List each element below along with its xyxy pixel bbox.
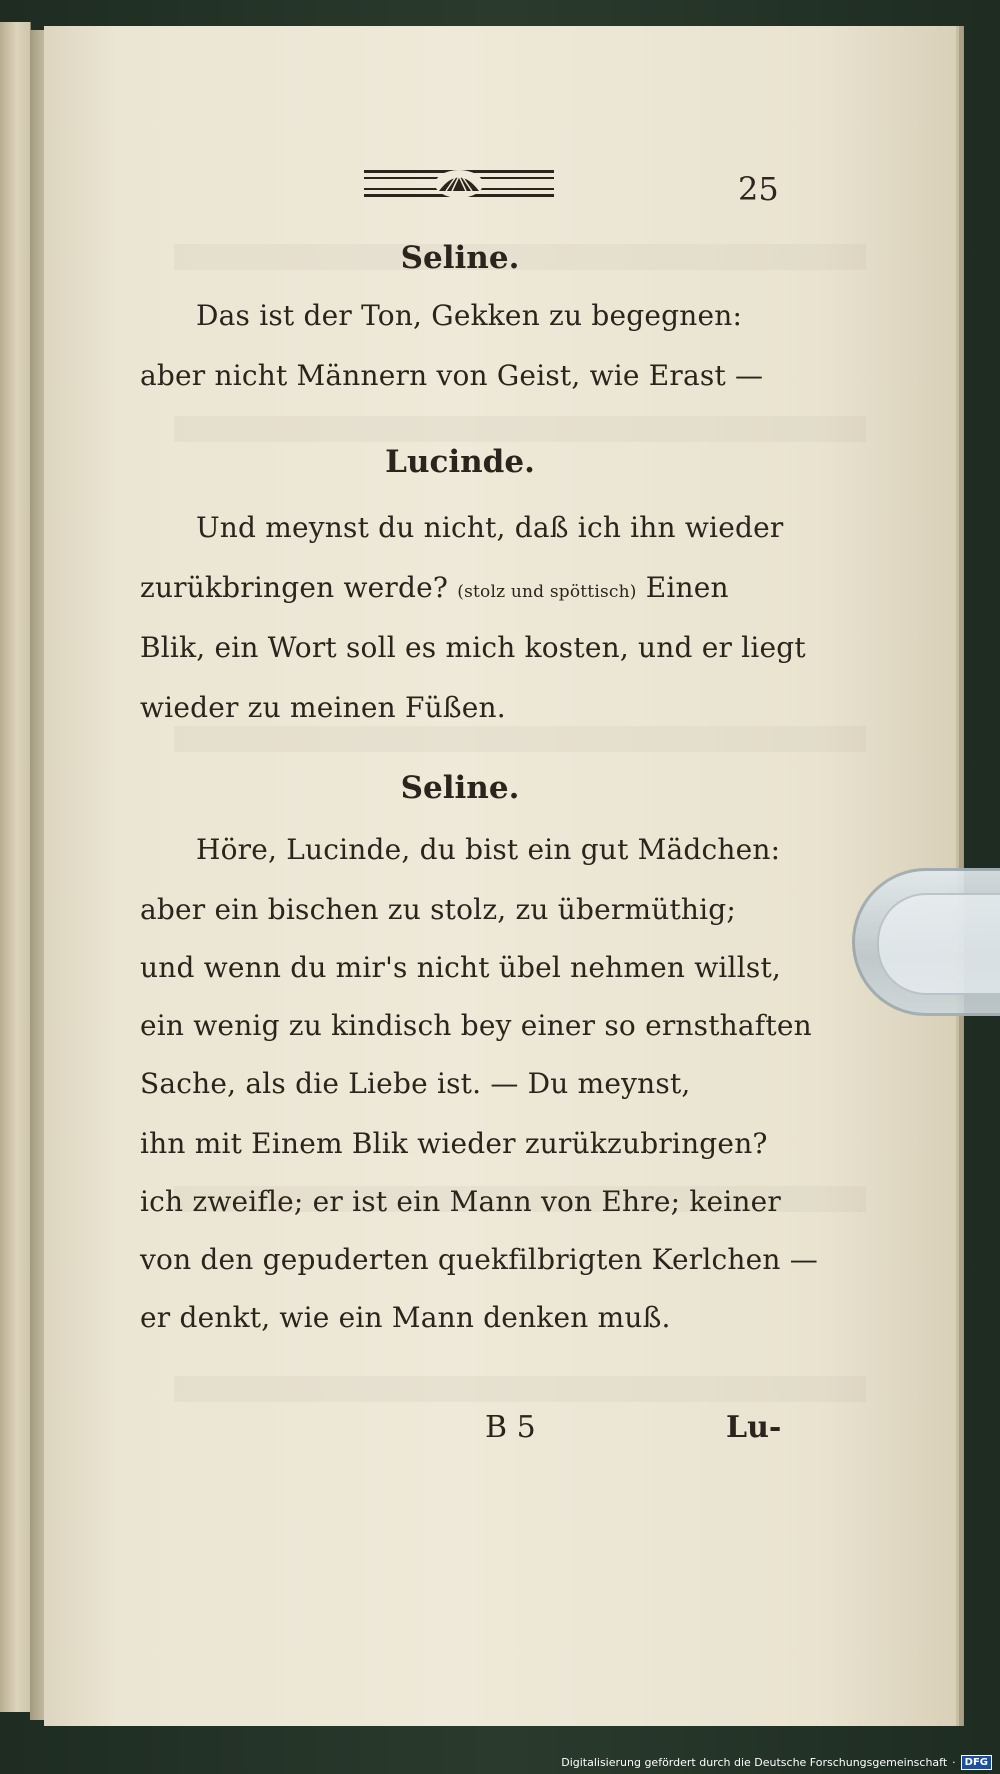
text-line: ein wenig zu kindisch bey einer so ernsthaften <box>140 1009 812 1042</box>
text-line: Das ist der Ton, Gekken zu begegnen: <box>196 299 743 332</box>
credit-text: Digitalisierung gefördert durch die Deutsche Forschungsgemeinschaft <box>561 1756 948 1769</box>
stage-direction: (stolz und spöttisch) <box>457 582 637 602</box>
speaker-name: Lucinde. <box>385 444 535 480</box>
show-through <box>174 416 866 442</box>
digitization-credit: Digitalisierung gefördert durch die Deutsche Forschungsgemeinschaft · DFG <box>561 1755 992 1770</box>
page-clip <box>852 868 1000 1016</box>
text-line: wieder zu meinen Füßen. <box>140 691 506 724</box>
text-line: aber ein bischen zu stolz, zu übermüthig; <box>140 893 737 926</box>
text-line: von den gepuderten quekfilbrigten Kerlchen — <box>140 1243 818 1276</box>
text-line: er denkt, wie ein Mann denken muß. <box>140 1301 671 1334</box>
text-line: Blik, ein Wort soll es mich kosten, und er liegt <box>140 631 806 664</box>
text-line: und wenn du mir's nicht übel nehmen willst, <box>140 951 781 984</box>
text-line: aber nicht Männern von Geist, wie Erast — <box>140 359 764 392</box>
page-number: 25 <box>738 170 779 208</box>
book-page <box>44 26 959 1726</box>
show-through <box>174 726 866 752</box>
page-clip-inner <box>877 893 1000 995</box>
speaker-name: Seline. <box>400 240 520 276</box>
speaker-name: Seline. <box>400 770 520 806</box>
text-line: ich zweifle; er ist ein Mann von Ehre; keiner <box>140 1185 782 1218</box>
signature-mark: B 5 <box>485 1410 536 1445</box>
text-fragment: Einen <box>645 571 729 604</box>
text-line: Sache, als die Liebe ist. — Du meynst, <box>140 1067 691 1100</box>
text-fragment: zurükbringen werde? <box>140 571 449 604</box>
text-line: Und meynst du nicht, daß ich ihn wieder <box>196 511 784 544</box>
dfg-logo-icon: DFG <box>961 1755 992 1770</box>
catchword: Lu- <box>726 1410 782 1445</box>
show-through <box>174 1376 866 1402</box>
left-page-edge <box>0 22 31 1712</box>
text-line: Höre, Lucinde, du bist ein gut Mädchen: <box>196 833 781 866</box>
text-line <box>140 568 729 612</box>
text-line: ihn mit Einem Blik wieder zurükzubringen? <box>140 1127 768 1160</box>
header-ornament-icon <box>364 164 554 204</box>
